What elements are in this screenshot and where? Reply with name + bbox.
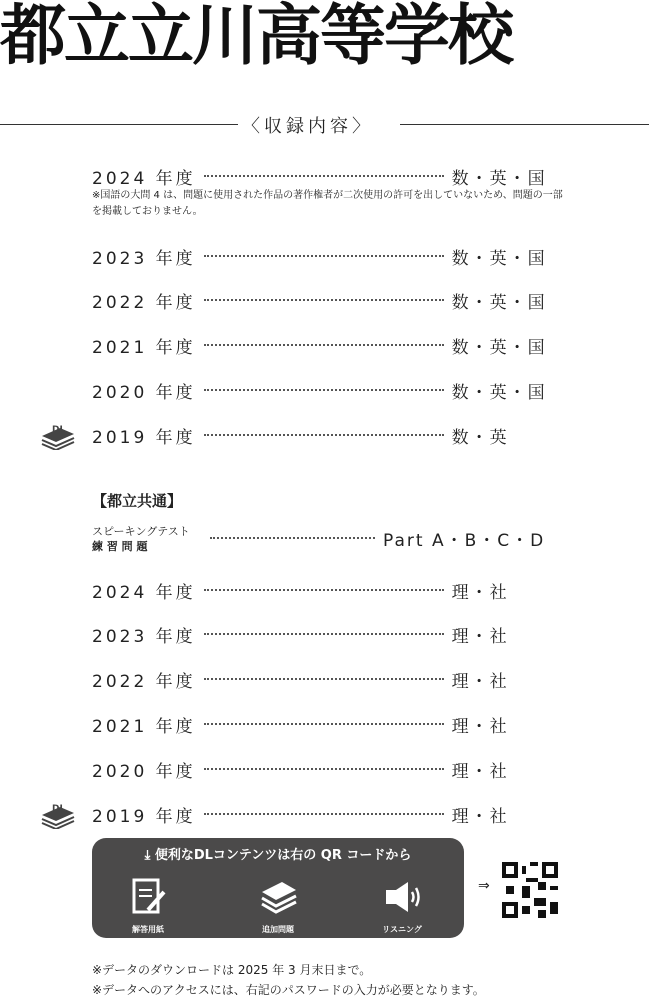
- leader-dots: [210, 537, 375, 539]
- row-subjects: 数・英・国: [451, 292, 547, 313]
- row-year: 2023 年度: [92, 248, 196, 269]
- row-subjects: 理・社: [451, 716, 509, 737]
- leader-dots: [204, 813, 444, 815]
- row-year: 2024 年度: [92, 168, 196, 189]
- leader-dots: [204, 389, 444, 391]
- arrow: ⇒: [478, 878, 490, 894]
- content-row: [92, 333, 547, 357]
- download-badge-icon: [40, 420, 76, 450]
- row-subjects: 理・社: [451, 761, 509, 782]
- row-year: 2020 年度: [92, 761, 196, 782]
- row-year: 2019 年度: [92, 427, 196, 448]
- listening-item: [362, 878, 442, 935]
- leader-dots: [204, 633, 444, 635]
- content-row: [92, 667, 509, 691]
- footer-note: ※データのダウンロードは 2025 年 3 月末日まで。: [92, 963, 372, 977]
- content-row: [92, 802, 509, 826]
- row-subjects: 数・英・国: [451, 168, 547, 189]
- divider: [0, 124, 240, 125]
- content-row: [92, 526, 545, 550]
- section-heading: 【都立共通】: [92, 492, 183, 510]
- speaking-line2: 練 習 問 題: [92, 540, 148, 553]
- leader-dots: [204, 723, 444, 725]
- qr-code[interactable]: [502, 862, 558, 918]
- leader-dots: [204, 678, 444, 680]
- row-subjects: 理・社: [451, 582, 509, 603]
- subtitle-text: 〈収録内容〉: [238, 112, 378, 138]
- row-subjects: 数・英: [451, 427, 509, 448]
- row-year: 2021 年度: [92, 337, 196, 358]
- content-row: [92, 378, 547, 402]
- row-subjects: 数・英・国: [451, 248, 547, 269]
- leader-dots: [204, 589, 444, 591]
- row-year: 2024 年度: [92, 582, 196, 603]
- leader-dots: [204, 175, 444, 177]
- svg-text:DL: DL: [52, 804, 66, 814]
- note: ※国語の大問 4 は、問題に使用された作品の著作権者が二次使用の許可を出していないため、問題の一部を掲載しておりません。: [92, 190, 563, 217]
- content-row: [92, 622, 509, 646]
- leader-dots: [204, 768, 444, 770]
- footer-note: ※データへのアクセスには、右記のパスワードの入力が必要となります。: [92, 983, 485, 997]
- content-row: [92, 244, 547, 268]
- leader-dots: [204, 344, 444, 346]
- row-year: 2022 年度: [92, 671, 196, 692]
- row-year: 2023 年度: [92, 626, 196, 647]
- dl-heading: ⤓ 便利なDLコンテンツは右の QR コードから: [144, 848, 412, 863]
- item-label: 追加問題: [262, 925, 294, 934]
- download-badge-icon: [40, 799, 76, 829]
- row-year: 2022 年度: [92, 292, 196, 313]
- content-row: [92, 423, 509, 447]
- books-icon: [258, 878, 298, 916]
- extra-problems-item: [238, 878, 318, 935]
- content-row: [92, 578, 509, 602]
- svg-text:DL: DL: [52, 425, 66, 435]
- row-subjects: 数・英・国: [451, 382, 547, 403]
- row-year: 2021 年度: [92, 716, 196, 737]
- section-subtitle: [0, 112, 649, 136]
- answer-sheet-item: [108, 878, 188, 935]
- content-row: [92, 757, 509, 781]
- speaking-line1: スピーキングテスト: [92, 525, 190, 538]
- item-label: 解答用紙: [132, 925, 164, 934]
- divider: [400, 124, 649, 125]
- content-row: [92, 288, 547, 312]
- row-subjects: 数・英・国: [451, 337, 547, 358]
- row-subjects: Part A・B・C・D: [383, 530, 546, 551]
- content-row: [92, 164, 547, 188]
- content-row: [92, 712, 509, 736]
- footer-notes: [92, 960, 485, 1000]
- leader-dots: [204, 255, 444, 257]
- leader-dots: [204, 434, 444, 436]
- dl-heading-text: 便利なDLコンテンツは右の QR コードから: [154, 848, 412, 863]
- page-title: 都立立川高等学校: [0, 0, 512, 74]
- row-subjects: 理・社: [451, 671, 509, 692]
- row-year: 2020 年度: [92, 382, 196, 403]
- leader-dots: [204, 299, 444, 301]
- row-year: 2019 年度: [92, 806, 196, 827]
- row-subjects: 理・社: [451, 806, 509, 827]
- dl-content-box: [92, 838, 464, 938]
- item-label: リスニング: [382, 925, 422, 934]
- row-subjects: 理・社: [451, 626, 509, 647]
- speaker-icon: [382, 878, 422, 916]
- document-edit-icon: [130, 878, 166, 916]
